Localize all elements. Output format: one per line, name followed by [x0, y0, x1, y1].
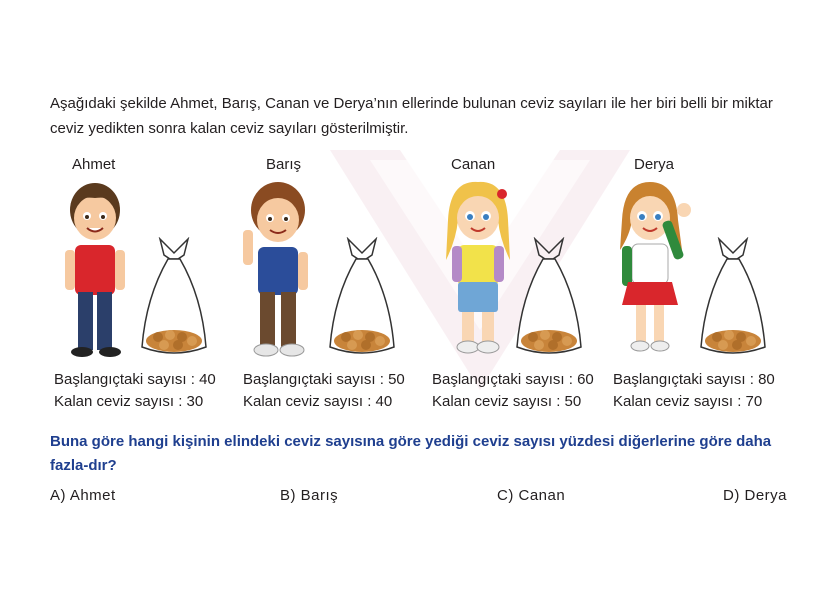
ahmet-illustration [60, 180, 130, 360]
stat-block-derya [613, 369, 775, 413]
stat-block-ahmet [54, 369, 216, 413]
remaining-count-label: Kalan ceviz sayısı : 70 [613, 393, 763, 410]
option-a[interactable]: A) Ahmet [50, 487, 116, 504]
stat-block-baris [243, 369, 405, 413]
start-count-label: Başlangıçtaki sayısı : 60 [432, 371, 594, 388]
start-count-label: Başlangıçtaki sayısı : 50 [243, 371, 405, 388]
canan-illustration [440, 180, 515, 360]
walnut-bag-derya [697, 237, 769, 359]
walnut-bag-baris [326, 237, 398, 359]
child-name-derya: Derya [634, 156, 675, 173]
remaining-count-label: Kalan ceviz sayısı : 50 [432, 393, 582, 410]
start-count-label: Başlangıçtaki sayısı : 40 [54, 371, 216, 388]
option-c[interactable]: C) Canan [497, 487, 566, 504]
option-b[interactable]: B) Barış [280, 487, 339, 504]
option-d[interactable]: D) Derya [723, 487, 788, 504]
question-text: Buna göre hangi kişinin elindeki ceviz sayısına göre yediği ceviz sayısı yüzdesi diğerlerine göre daha fazla-dır? [50, 433, 772, 474]
intro-paragraph: Aşağıdaki şekilde Ahmet, Barış, Canan ve Derya’nın ellerinde bulunan ceviz sayıları ile her biri belli bir miktar ceviz yedikten sonra kalan ceviz sayıları gösterilmiştir. [50, 95, 773, 137]
start-count-label: Başlangıçtaki sayısı : 80 [613, 371, 775, 388]
child-name-baris: Barış [266, 156, 302, 173]
derya-illustration [612, 180, 697, 360]
walnut-bag-ahmet [138, 237, 210, 359]
walnut-bag-canan [513, 237, 585, 359]
remaining-count-label: Kalan ceviz sayısı : 40 [243, 393, 393, 410]
baris-illustration [238, 180, 318, 360]
remaining-count-label: Kalan ceviz sayısı : 30 [54, 393, 204, 410]
child-name-canan: Canan [451, 156, 496, 173]
child-name-ahmet: Ahmet [72, 156, 116, 173]
stat-block-canan [432, 369, 594, 413]
